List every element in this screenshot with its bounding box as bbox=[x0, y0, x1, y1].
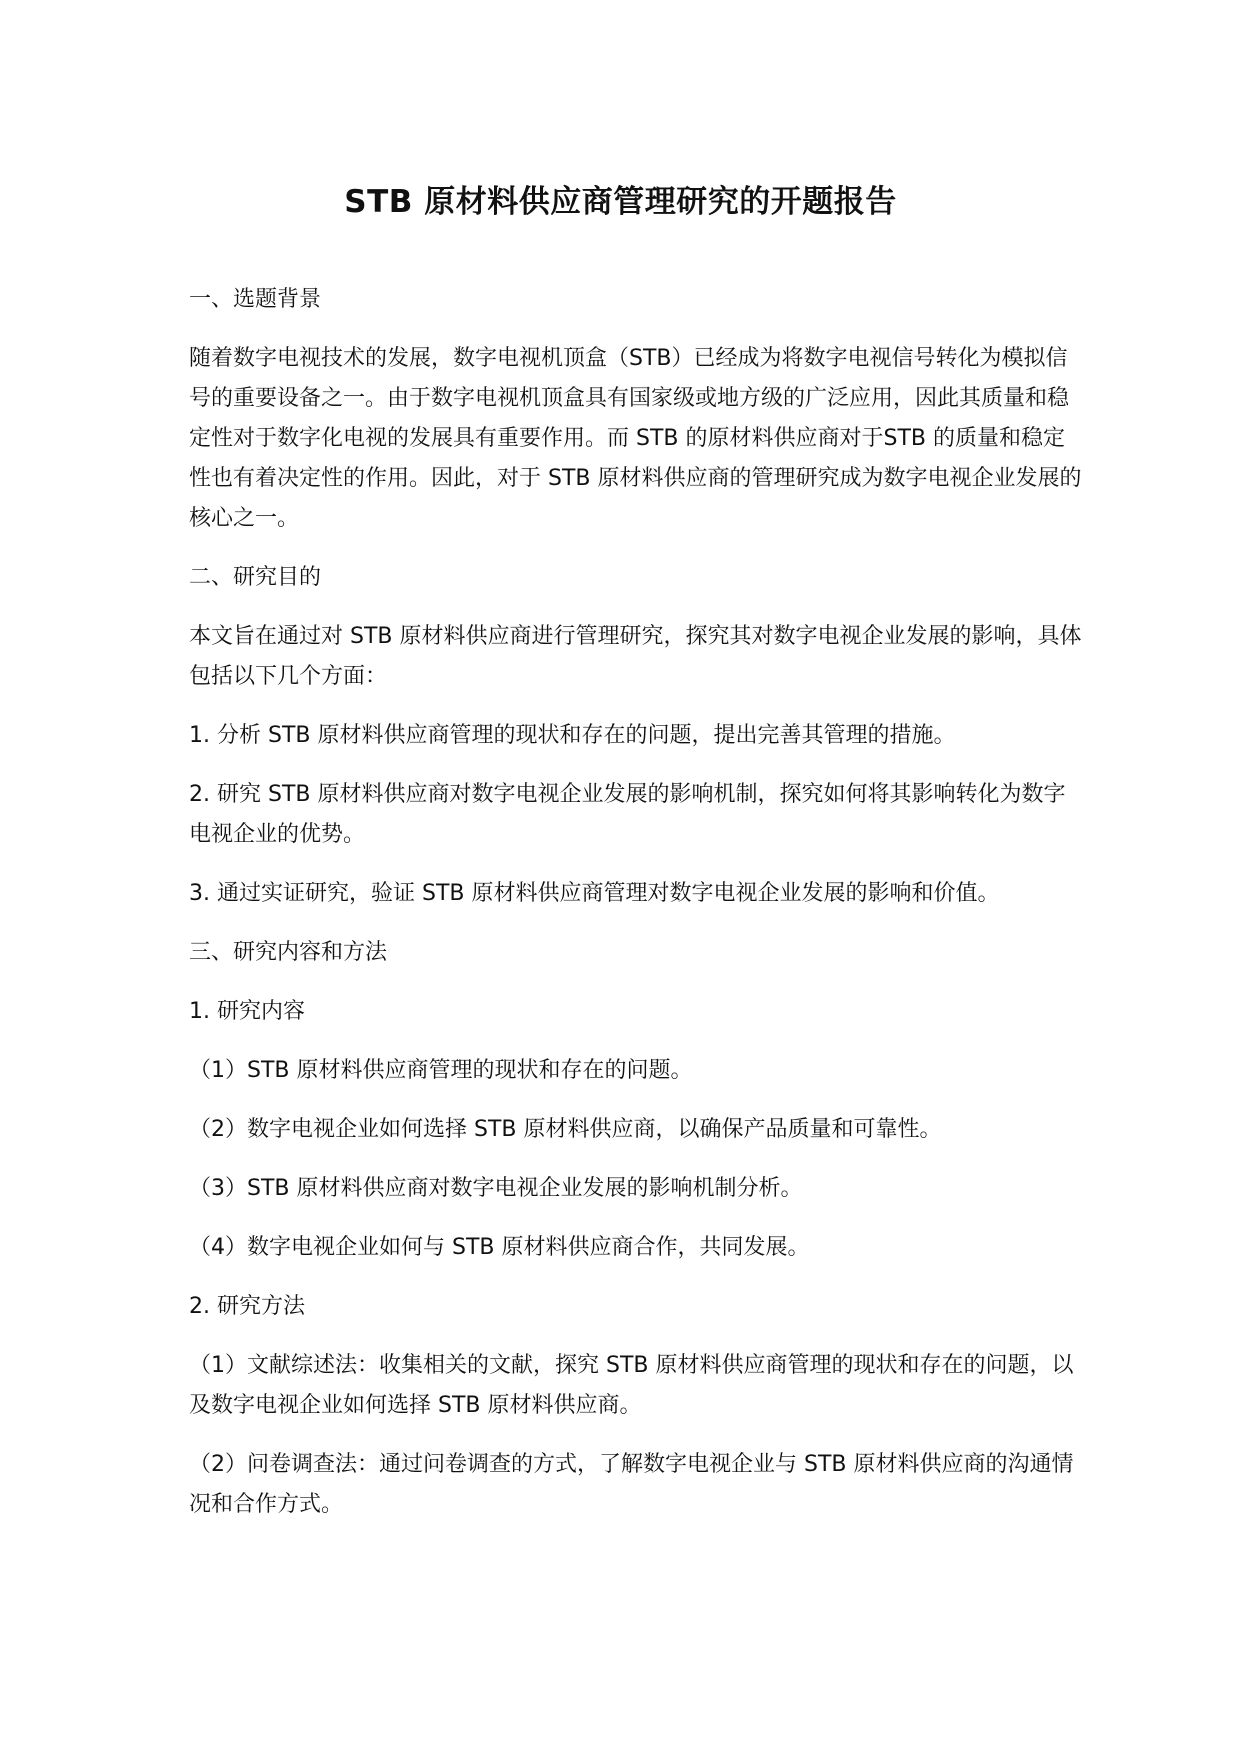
purpose-item-1: 1. 分析 STB 原材料供应商管理的现状和存在的问题，提出完善其管理的措施。 bbox=[189, 723, 956, 748]
purpose-item-2: 2. 研究 STB 原材料供应商对数字电视企业发展的影响机制，探究如何将其影响转化为数字电视企业的优势。 bbox=[189, 782, 1066, 847]
method-item-2: （2）问卷调查法：通过问卷调查的方式，了解数字电视企业与 STB 原材料供应商的沟通情况和合作方式。 bbox=[189, 1452, 1074, 1517]
document-body bbox=[189, 280, 1084, 1544]
content-item-1: （1）STB 原材料供应商管理的现状和存在的问题。 bbox=[189, 1058, 693, 1083]
section-heading-content-method: 三、研究内容和方法 bbox=[189, 940, 388, 965]
section-heading-purpose: 二、研究目的 bbox=[189, 565, 322, 590]
body-paragraph-background: 随着数字电视技术的发展，数字电视机顶盒（STB）已经成为将数字电视信号转化为模拟信号的重要设备之一。由于数字电视机顶盒具有国家级或地方级的广泛应用，因此其质量和稳定性对于数字化电视的发展具有重要作用。而 STB 的原材料供应商对于STB 的质量和稳定性也有着决定性的作用。因此，对于 STB 原材料供应商的管理研究成为数字电视企业发展的核心之一。 bbox=[189, 346, 1082, 531]
subheading-research-content: 1. 研究内容 bbox=[189, 999, 305, 1024]
content-item-3: （3）STB 原材料供应商对数字电视企业发展的影响机制分析。 bbox=[189, 1176, 803, 1201]
method-item-1: （1）文献综述法：收集相关的文献，探究 STB 原材料供应商管理的现状和存在的问题，以及数字电视企业如何选择 STB 原材料供应商。 bbox=[189, 1353, 1074, 1418]
subheading-research-method: 2. 研究方法 bbox=[189, 1294, 305, 1319]
document-title: STB 原材料供应商管理研究的开题报告 bbox=[344, 184, 897, 220]
section-heading-background: 一、选题背景 bbox=[189, 287, 322, 312]
content-item-2: （2）数字电视企业如何选择 STB 原材料供应商，以确保产品质量和可靠性。 bbox=[189, 1117, 942, 1142]
purpose-item-3: 3. 通过实证研究，验证 STB 原材料供应商管理对数字电视企业发展的影响和价值。 bbox=[189, 881, 1000, 906]
body-paragraph-purpose: 本文旨在通过对 STB 原材料供应商进行管理研究，探究其对数字电视企业发展的影响，具体包括以下几个方面： bbox=[189, 624, 1082, 689]
content-item-4: （4）数字电视企业如何与 STB 原材料供应商合作，共同发展。 bbox=[189, 1235, 810, 1260]
